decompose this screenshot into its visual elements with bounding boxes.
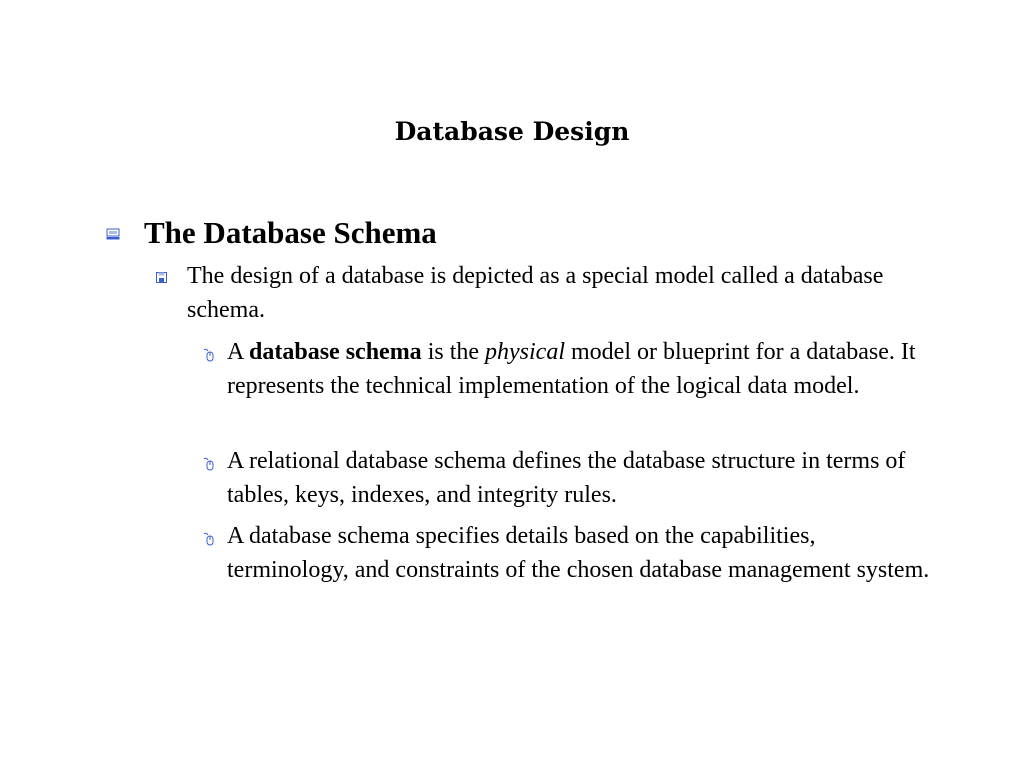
- mouse-icon: [202, 532, 216, 546]
- computer-icon: [106, 228, 120, 240]
- italic-term: physical: [485, 339, 565, 365]
- bullet-text: A relational database schema defines the database structure in terms of tables, keys, indexes, and integrity rules.: [227, 448, 906, 508]
- bullet-text: A database schema specifies details based on the capabilities, terminology, and constraints of the chosen database management system.: [227, 523, 930, 583]
- section-heading: The Database Schema: [144, 215, 437, 250]
- bullet-text: The design of a database is depicted as a special model called a database schema.: [187, 263, 884, 323]
- floppy-disk-icon: [156, 272, 167, 283]
- mouse-icon: [202, 457, 216, 471]
- bold-term: database schema: [249, 339, 422, 365]
- text-middle: is the: [421, 339, 486, 365]
- mouse-icon: [202, 348, 216, 362]
- text-suffix: model or blueprint for a database. It represents the technical implementation of the logical data model.: [227, 339, 916, 399]
- text-prefix: A: [227, 339, 250, 365]
- bullet-text: [227, 335, 942, 403]
- slide-title: Database Design: [394, 117, 630, 146]
